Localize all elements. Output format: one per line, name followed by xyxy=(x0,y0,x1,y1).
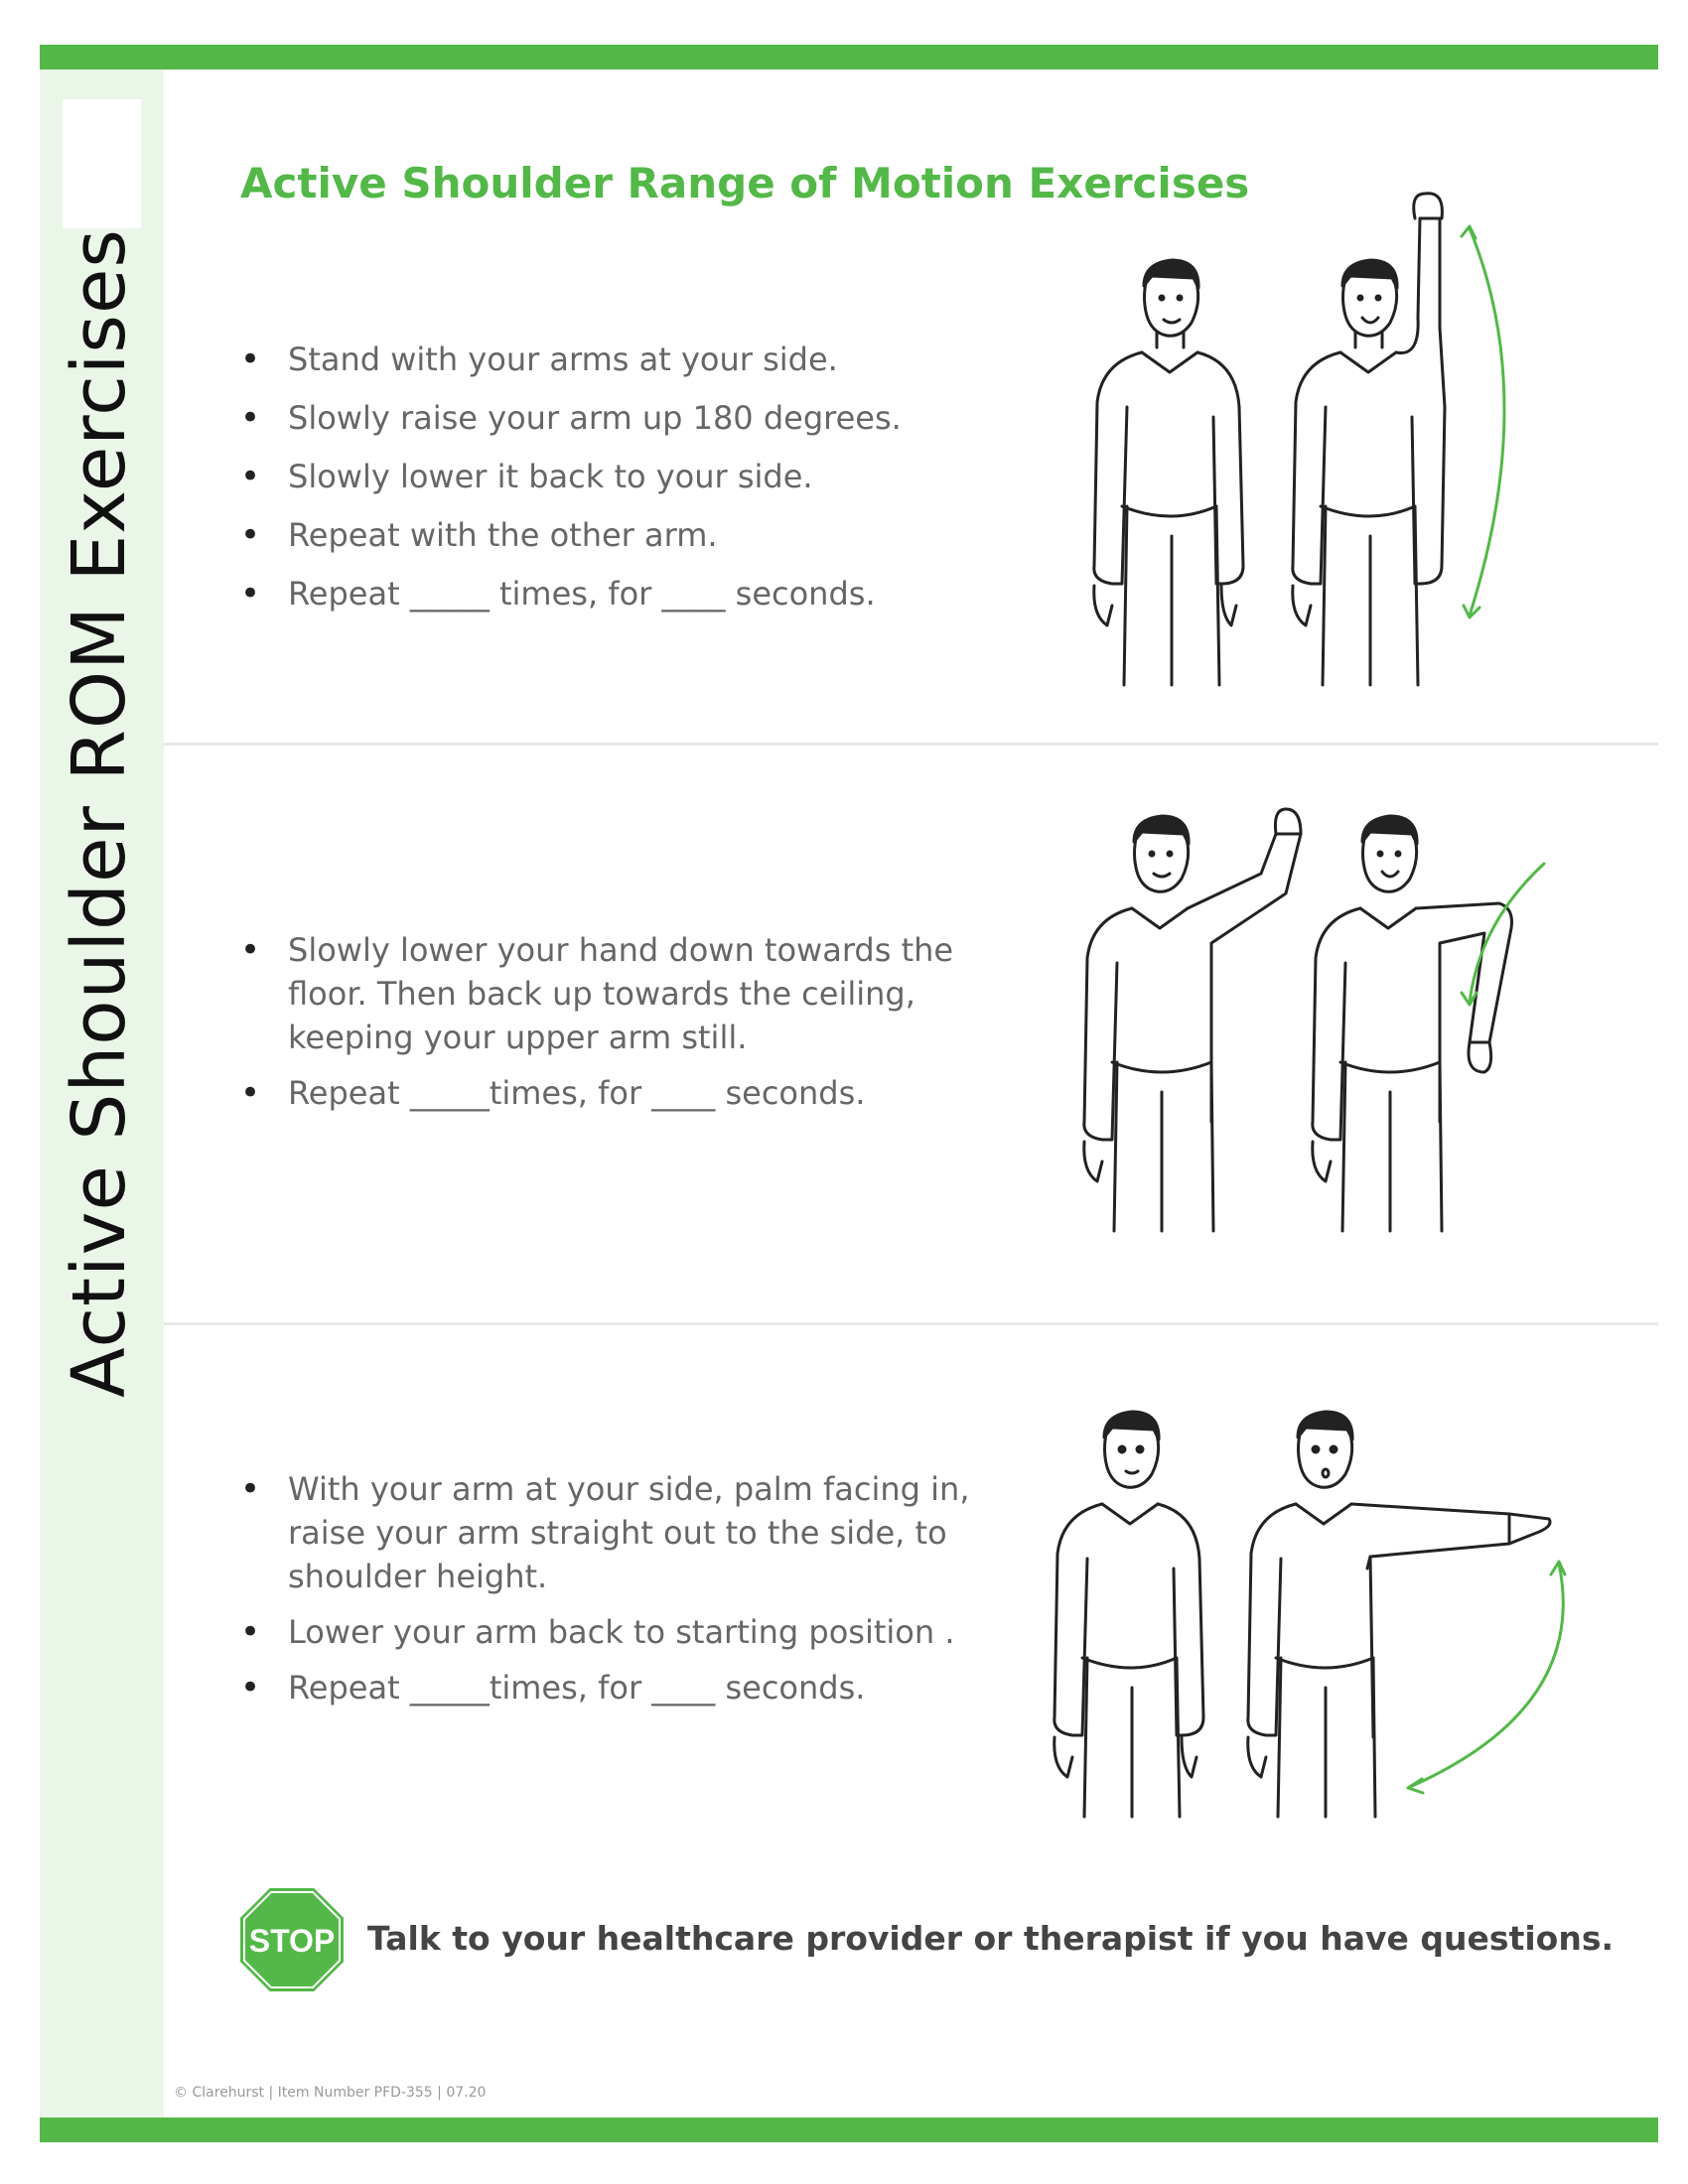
person-figure-icon xyxy=(1084,809,1301,1231)
stop-sign-label: STOP xyxy=(248,1923,336,1959)
sidebar-white-box xyxy=(63,99,141,228)
top-accent-bar xyxy=(40,45,1658,69)
list-item: • With your arm at your side, palm facing in, raise your arm straight out to the side, to shoulder height. xyxy=(238,1467,1013,1598)
list-item: • Repeat _____times, for ____ seconds. xyxy=(238,1071,1013,1115)
list-item: • Repeat _____times, for ____ seconds. xyxy=(238,1666,1013,1709)
list-item: • Stand with your arms at your side. xyxy=(238,338,1013,381)
person-figure-icon xyxy=(1293,194,1445,685)
figure-arm-raise-side xyxy=(1033,1410,1589,1831)
section-1-instructions xyxy=(238,338,1013,630)
footer-note: © Clarehurst | Item Number PFD-355 | 07.20 xyxy=(174,2085,487,2101)
figure-arm-raise-overhead xyxy=(1072,208,1589,699)
section-2-instructions xyxy=(238,928,1013,1127)
figure-elbow-rotation xyxy=(1062,814,1579,1245)
list-item: • Lower your arm back to starting position . xyxy=(238,1610,1013,1654)
section-divider xyxy=(164,743,1658,746)
stop-message: Talk to your healthcare provider or therapist if you have questions. xyxy=(367,1919,1614,1958)
list-item: • Slowly lower it back to your side. xyxy=(238,455,1013,498)
sidebar-vertical-title: Active Shoulder ROM Exercises xyxy=(57,228,142,1398)
list-item: • Slowly raise your arm up 180 degrees. xyxy=(238,396,1013,440)
person-figure-icon xyxy=(1055,1412,1203,1817)
list-item: • Slowly lower your hand down towards the floor. Then back up towards the ceiling, keeping your upper arm still. xyxy=(238,928,1013,1059)
person-figure-icon xyxy=(1094,260,1243,685)
stop-sign-icon xyxy=(236,1884,348,1995)
page-title: Active Shoulder Range of Motion Exercises xyxy=(240,159,1250,207)
person-figure-icon xyxy=(1313,816,1512,1231)
list-item: • Repeat _____ times, for ____ seconds. xyxy=(238,572,1013,615)
bottom-accent-bar xyxy=(40,2117,1658,2142)
section-3-instructions xyxy=(238,1467,1013,1721)
person-figure-icon xyxy=(1248,1412,1550,1817)
section-divider xyxy=(164,1322,1658,1325)
list-item: • Repeat with the other arm. xyxy=(238,513,1013,557)
